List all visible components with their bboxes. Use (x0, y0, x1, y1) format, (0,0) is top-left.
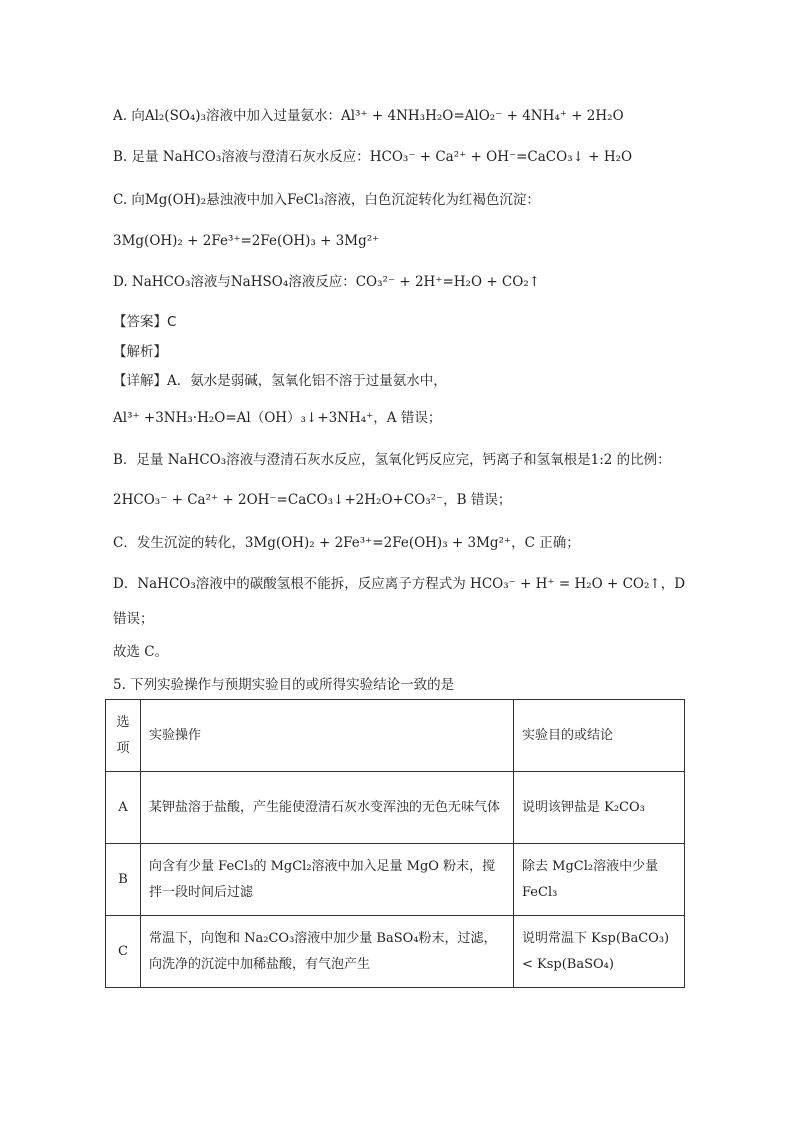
answer: 【答案】C (113, 314, 177, 330)
table-row (106, 844, 685, 916)
row-operation: 常温下，向饱和 Na₂CO₃溶液中加少量 BaSO₄粉末，过滤，向洗净的沉淀中加稀盐酸，有气泡产生 (141, 916, 514, 988)
header-operation: 实验操作 (141, 700, 514, 772)
row-conclusion: 除去 MgCl₂溶液中少量 FeCl₃ (514, 844, 685, 916)
header-option: 选项 (106, 700, 141, 772)
row-operation: 向含有少量 FeCl₃的 MgCl₂溶液中加入足量 MgO 粉末，搅拌一段时间后过滤 (141, 844, 514, 916)
experiment-table (105, 699, 685, 988)
detail-line-2: Al³⁺ +3NH₃·H₂O=Al（OH）₃↓+3NH₄⁺，A 错误； (113, 410, 442, 426)
detail-line-3: B．足量 NaHCO₃溶液与澄清石灰水反应，氢氧化钙反应完，钙离子和氢氧根是1:2 的比例： (113, 452, 671, 468)
table-header-row (106, 700, 685, 772)
detail-line-5: C．发生沉淀的转化，3Mg(OH)₂ + 2Fe³⁺=2Fe(OH)₃ + 3Mg²⁺，C 正确； (113, 535, 580, 551)
option-c-equation: 3Mg(OH)₂ + 2Fe³⁺=2Fe(OH)₃ + 3Mg²⁺ (113, 233, 380, 249)
row-conclusion: 说明该钾盐是 K₂CO₃ (514, 772, 685, 844)
row-option: C (106, 916, 141, 988)
detail-line-4: 2HCO₃⁻ + Ca²⁺ + 2OH⁻=CaCO₃↓+2H₂O+CO₃²⁻，B 错误； (113, 492, 512, 508)
header-conclusion: 实验目的或结论 (514, 700, 685, 772)
question-5: 5. 下列实验操作与预期实验目的或所得实验结论一致的是 (113, 677, 455, 693)
analysis-title: 【解析】 (113, 344, 167, 360)
table-row (106, 772, 685, 844)
detail-line-8: 故选 C。 (113, 644, 169, 660)
option-d: D. NaHCO₃溶液与NaHSO₄溶液反应：CO₃²⁻ + 2H⁺=H₂O + CO₂↑ (113, 274, 541, 290)
detail-line-7: 错误； (113, 611, 154, 627)
row-option: B (106, 844, 141, 916)
option-b: B. 足量 NaHCO₃溶液与澄清石灰水反应：HCO₃⁻ + Ca²⁺ + OH⁻=CaCO₃↓ + H₂O (113, 149, 633, 165)
table-row (106, 916, 685, 988)
option-c: C. 向Mg(OH)₂悬浊液中加入FeCl₃溶液，白色沉淀转化为红褐色沉淀： (113, 192, 540, 208)
row-conclusion: 说明常温下 Ksp(BaCO₃)< Ksp(BaSO₄) (514, 916, 685, 988)
detail-line-1: 【详解】A．氨水是弱碱，氢氧化铝不溶于过量氨水中， (113, 373, 447, 389)
option-a: A. 向Al₂(SO₄)₃溶液中加入过量氨水：Al³⁺ + 4NH₃H₂O=AlO₂⁻ + 4NH₄⁺ + 2H₂O (113, 108, 624, 124)
row-operation: 某钾盐溶于盐酸，产生能使澄清石灰水变浑浊的无色无味气体 (141, 772, 514, 844)
row-option: A (106, 772, 141, 844)
detail-line-6: D．NaHCO₃溶液中的碳酸氢根不能拆，反应离子方程式为 HCO₃⁻ + H⁺ = H₂O + CO₂↑，D (113, 576, 686, 592)
